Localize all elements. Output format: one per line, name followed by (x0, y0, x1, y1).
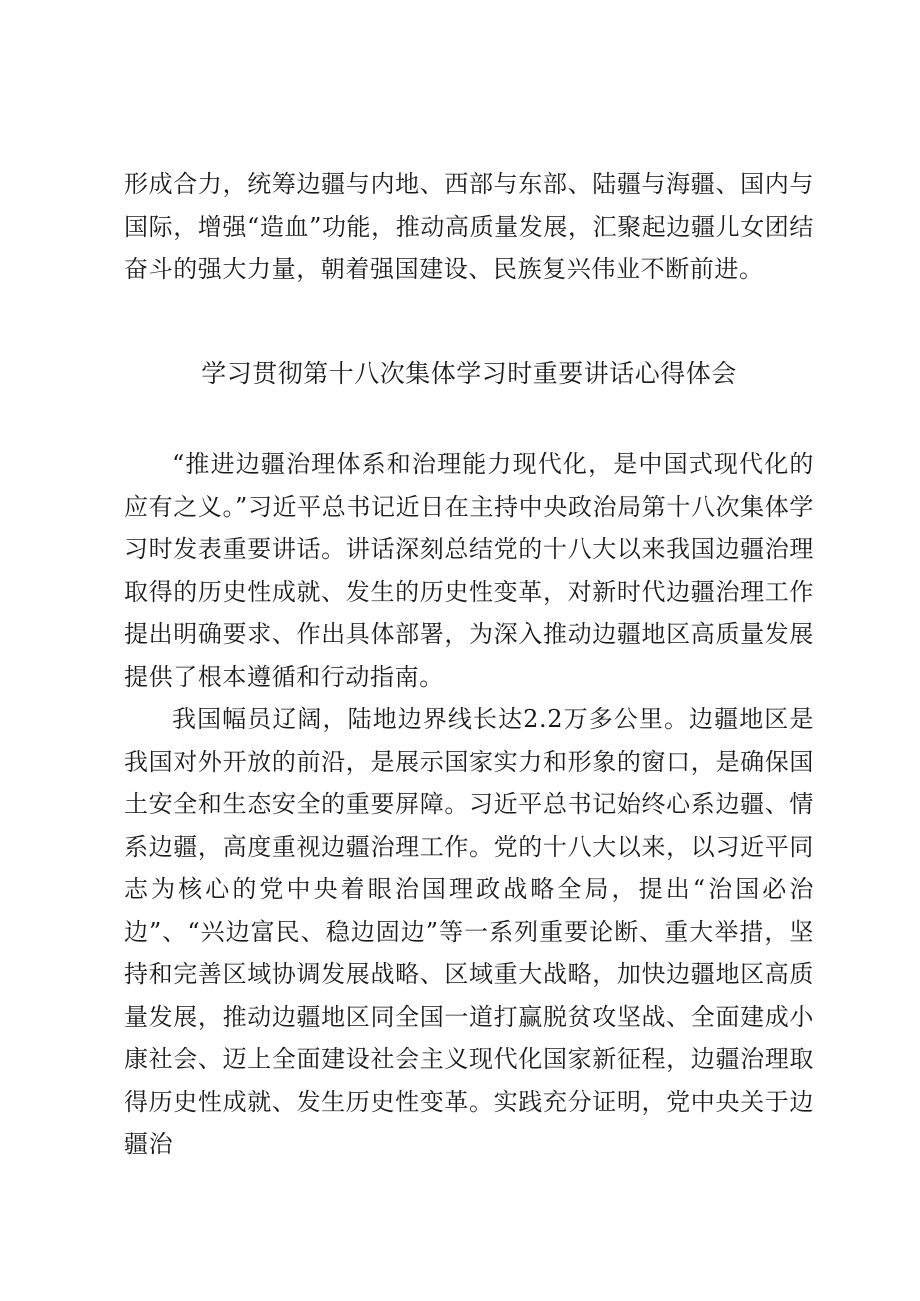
paragraph-border-overview: 我国幅员辽阔，陆地边界线长达2.2万多公里。边疆地区是我国对外开放的前沿，是展示国家实力和形象的窗口，是确保国土安全和生态安全的重要屏障。习近平总书记始终心系边疆、情系边疆，高度重视边疆治理工作。党的十八大以来，以习近平同志为核心的党中央着眼治国理政战略全局，提出“治国必治边”、“兴边富民、稳边固边”等一系列重要论断、重大举措，坚持和完善区域协调发展战略、区域重大战略，加快边疆地区高质量发展，推动边疆地区同全国一道打赢脱贫攻坚战、全面建成小康社会、迈上全面建设社会主义现代化国家新征程，边疆治理取得历史性成就、发生历史性变革。实践充分证明，党中央关于边疆治 (124, 705, 814, 1158)
article-title: 学习贯彻第十八次集体学习时重要讲话心得体会 (201, 359, 737, 388)
continuation-paragraph: 形成合力，统筹边疆与内地、西部与东部、陆疆与海疆、国内与国际，增强“造血”功能，推动高质量发展，汇聚起边疆儿女团结奋斗的强大力量，朝着强国建设、民族复兴伟业不断前进。 (124, 170, 814, 283)
paragraph-intro: “推进边疆治理体系和治理能力现代化，是中国式现代化的应有之义。”习近平总书记近日在主持中央政治局第十八次集体学习时发表重要讲话。讲话深刻总结党的十八大以来我国边疆治理取得的历史性成就、发生的历史性变革，对新时代边疆治理工作提出明确要求、作出具体部署，为深入推动边疆地区高质量发展提供了根本遵循和行动指南。 (124, 450, 814, 691)
article-body (124, 443, 814, 1166)
